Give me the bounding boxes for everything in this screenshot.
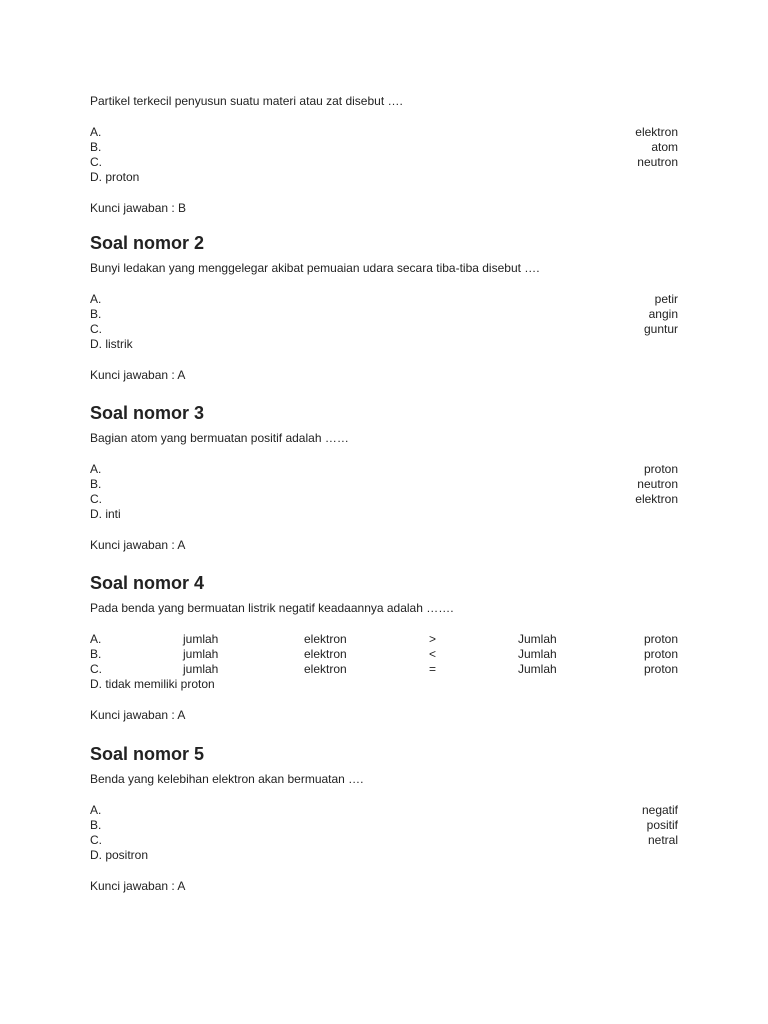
question-heading: Soal nomor 5 bbox=[90, 744, 205, 764]
option-value: petir bbox=[654, 292, 678, 306]
options-list bbox=[90, 125, 678, 185]
answer-key: Kunci jawaban : B bbox=[90, 201, 187, 215]
option-a bbox=[90, 803, 678, 818]
option-value: negatif bbox=[641, 803, 678, 817]
option-b bbox=[90, 477, 678, 492]
option-letter: A. bbox=[90, 803, 102, 817]
option-letter: D. positron bbox=[90, 848, 149, 862]
option-word: elektron bbox=[304, 632, 347, 646]
option-value: proton bbox=[643, 462, 678, 476]
option-a bbox=[90, 632, 678, 647]
option-d bbox=[90, 848, 678, 863]
option-word: jumlah bbox=[183, 662, 219, 676]
option-d bbox=[90, 677, 678, 692]
option-value: positif bbox=[646, 818, 678, 832]
answer-key: Kunci jawaban : A bbox=[90, 708, 186, 722]
question-2 bbox=[90, 232, 678, 383]
option-word: jumlah bbox=[183, 647, 219, 661]
option-letter: C. bbox=[90, 322, 102, 336]
option-value: angin bbox=[648, 307, 678, 321]
option-value: neutron bbox=[637, 477, 678, 491]
option-letter: B. bbox=[90, 647, 102, 661]
option-word: elektron bbox=[304, 647, 347, 661]
option-letter: C. bbox=[90, 662, 102, 676]
option-d bbox=[90, 507, 678, 522]
options-list bbox=[90, 803, 678, 863]
question-text: Pada benda yang bermuatan listrik negatif keadaannya adalah ……. bbox=[90, 601, 454, 615]
option-value: neutron bbox=[637, 155, 678, 169]
question-1 bbox=[90, 94, 678, 216]
option-letter: D. proton bbox=[90, 170, 140, 184]
question-text: Partikel terkecil penyusun suatu materi atau zat disebut …. bbox=[90, 94, 403, 108]
question-heading: Soal nomor 2 bbox=[90, 233, 205, 253]
option-letter: C. bbox=[90, 833, 102, 847]
options-list bbox=[90, 632, 678, 692]
option-word: jumlah bbox=[183, 632, 219, 646]
question-5 bbox=[90, 743, 678, 894]
option-letter: A. bbox=[90, 125, 102, 139]
option-b bbox=[90, 647, 678, 662]
question-text: Bagian atom yang bermuatan positif adalah …… bbox=[90, 431, 349, 445]
option-c bbox=[90, 662, 678, 677]
question-text: Benda yang kelebihan elektron akan bermuatan …. bbox=[90, 772, 364, 786]
option-operator: = bbox=[429, 662, 437, 676]
option-value: proton bbox=[643, 647, 678, 661]
option-letter: D. tidak memiliki proton bbox=[90, 677, 215, 691]
option-letter: D. inti bbox=[90, 507, 121, 521]
option-c bbox=[90, 833, 678, 848]
option-b bbox=[90, 307, 678, 322]
option-b bbox=[90, 818, 678, 833]
option-a bbox=[90, 125, 678, 140]
option-letter: A. bbox=[90, 462, 102, 476]
option-c bbox=[90, 322, 678, 337]
option-letter: B. bbox=[90, 140, 102, 154]
answer-key: Kunci jawaban : A bbox=[90, 538, 186, 552]
option-a bbox=[90, 462, 678, 477]
option-word: Jumlah bbox=[518, 632, 557, 646]
question-4 bbox=[90, 572, 678, 723]
option-letter: C. bbox=[90, 155, 102, 169]
option-value: netral bbox=[647, 833, 678, 847]
option-value: elektron bbox=[635, 492, 678, 506]
option-c bbox=[90, 492, 678, 507]
option-value: proton bbox=[643, 662, 678, 676]
options-list bbox=[90, 462, 678, 522]
option-a bbox=[90, 292, 678, 307]
option-operator: > bbox=[429, 632, 437, 646]
option-letter: B. bbox=[90, 818, 102, 832]
answer-key: Kunci jawaban : A bbox=[90, 879, 186, 893]
option-word: Jumlah bbox=[518, 662, 557, 676]
option-d bbox=[90, 337, 678, 352]
option-d bbox=[90, 170, 678, 185]
options-list bbox=[90, 292, 678, 352]
option-word: Jumlah bbox=[518, 647, 557, 661]
question-text: Bunyi ledakan yang menggelegar akibat pemuaian udara secara tiba-tiba disebut …. bbox=[90, 261, 540, 275]
option-letter: B. bbox=[90, 307, 102, 321]
question-heading: Soal nomor 3 bbox=[90, 403, 205, 423]
option-letter: D. listrik bbox=[90, 337, 133, 351]
question-heading: Soal nomor 4 bbox=[90, 573, 205, 593]
option-operator: < bbox=[429, 647, 437, 661]
option-value: proton bbox=[643, 632, 678, 646]
option-letter: A. bbox=[90, 632, 102, 646]
option-c bbox=[90, 155, 678, 170]
option-value: atom bbox=[651, 140, 678, 154]
option-value: elektron bbox=[635, 125, 678, 139]
question-3 bbox=[90, 402, 678, 553]
option-b bbox=[90, 140, 678, 155]
option-letter: B. bbox=[90, 477, 102, 491]
option-word: elektron bbox=[304, 662, 347, 676]
option-value: guntur bbox=[643, 322, 678, 336]
option-letter: C. bbox=[90, 492, 102, 506]
option-letter: A. bbox=[90, 292, 102, 306]
answer-key: Kunci jawaban : A bbox=[90, 368, 186, 382]
